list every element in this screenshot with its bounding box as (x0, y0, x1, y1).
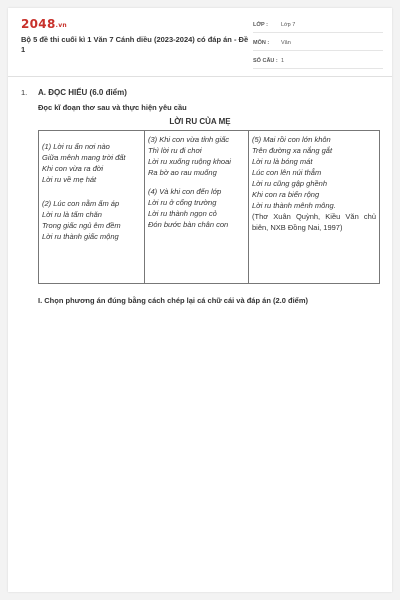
header-divider (8, 76, 392, 77)
poem-line: Lời ru là tấm chăn (42, 210, 102, 219)
document-page (8, 8, 392, 592)
poem-line: Lời ru ở cổng trường (148, 198, 217, 207)
poem-line: (3) Khi con vừa tỉnh giấc (148, 135, 230, 144)
meta-row-class (253, 17, 383, 33)
meta-label: SỐ CÂU : (253, 57, 278, 64)
stanza (42, 141, 141, 185)
meta-value: Lớp 7 (281, 21, 296, 28)
question-number: 1. (21, 88, 28, 97)
meta-value: Văn (281, 39, 291, 46)
poem-line: Giữa mênh mang trời đất (42, 153, 126, 162)
logo-suffix: .vn (55, 22, 67, 29)
poem-column-2 (145, 131, 249, 283)
poem-column-1 (39, 131, 145, 283)
poem-source: (Thơ Xuân Quỳnh, Kiều Văn chủ biên, NXB Đồng Nai, 1997) (252, 212, 376, 232)
reading-instruction: Đọc kĩ đoạn thơ sau và thực hiện yêu cầu (38, 103, 187, 112)
poem-line: Đón bước bàn chân con (148, 220, 229, 229)
document-title: Bộ 5 đề thi cuối kì 1 Văn 7 Cánh diều (2023-2024) có đáp án - Đề 1 (21, 35, 249, 54)
document-header (8, 8, 392, 76)
poem-line: Khi con ra biển rộng (252, 190, 320, 199)
poem-line: (4) Và khi con đến lớp (148, 187, 222, 196)
stanza (42, 198, 141, 242)
poem-line: Lời ru là bóng mát (252, 157, 313, 166)
poem-line: Lời ru xuống ruộng khoai (148, 157, 231, 166)
poem-line: Lời ru thành ngọn cỏ (148, 209, 217, 218)
stanza (252, 134, 376, 211)
poem-line: Lời ru về mẹ hát (42, 175, 97, 184)
poem-column-3 (249, 131, 379, 283)
poem-line: (1) Lời ru ẩn nơi nào (42, 142, 110, 151)
poem-line: Lúc con lên núi thẳm (252, 168, 322, 177)
meta-row-subject (253, 35, 383, 51)
meta-label: MÔN : (253, 39, 270, 46)
stanza (148, 186, 245, 230)
poem-line: Thì lời ru đi chơi (148, 146, 202, 155)
stanza (148, 134, 245, 178)
site-logo[interactable] (21, 17, 67, 31)
poem-line: Khi con vừa ra đời (42, 164, 103, 173)
poem-line: Lời ru cũng gập ghềnh (252, 179, 328, 188)
part-title: I. Chọn phương án đúng bằng cách chép lại cá chữ cái và đáp án (2.0 điểm) (38, 296, 308, 305)
meta-label: LỚP : (253, 21, 268, 28)
meta-value: 1 (281, 57, 285, 64)
poem-line: Ra bờ ao rau muống (148, 168, 217, 177)
meta-row-question-count (253, 53, 383, 69)
poem-line: Lời ru thành giấc mộng (42, 232, 119, 241)
poem-line: (5) Mai rồi con lớn khôn (252, 135, 331, 144)
exam-meta (253, 17, 383, 71)
poem-line: Trong giấc ngủ êm đềm (42, 221, 121, 230)
section-title: A. ĐỌC HIỂU (6.0 điểm) (38, 88, 127, 97)
poem-line: (2) Lúc con nằm ấm áp (42, 199, 120, 208)
poem-table (38, 130, 380, 284)
logo-brand: 2048 (21, 17, 56, 31)
poem-title: LỜI RU CỦA MẸ (169, 117, 231, 126)
poem-line: Lời ru thành mênh mông. (252, 201, 336, 210)
poem-line: Trên đường xa nắng gắt (252, 146, 333, 155)
